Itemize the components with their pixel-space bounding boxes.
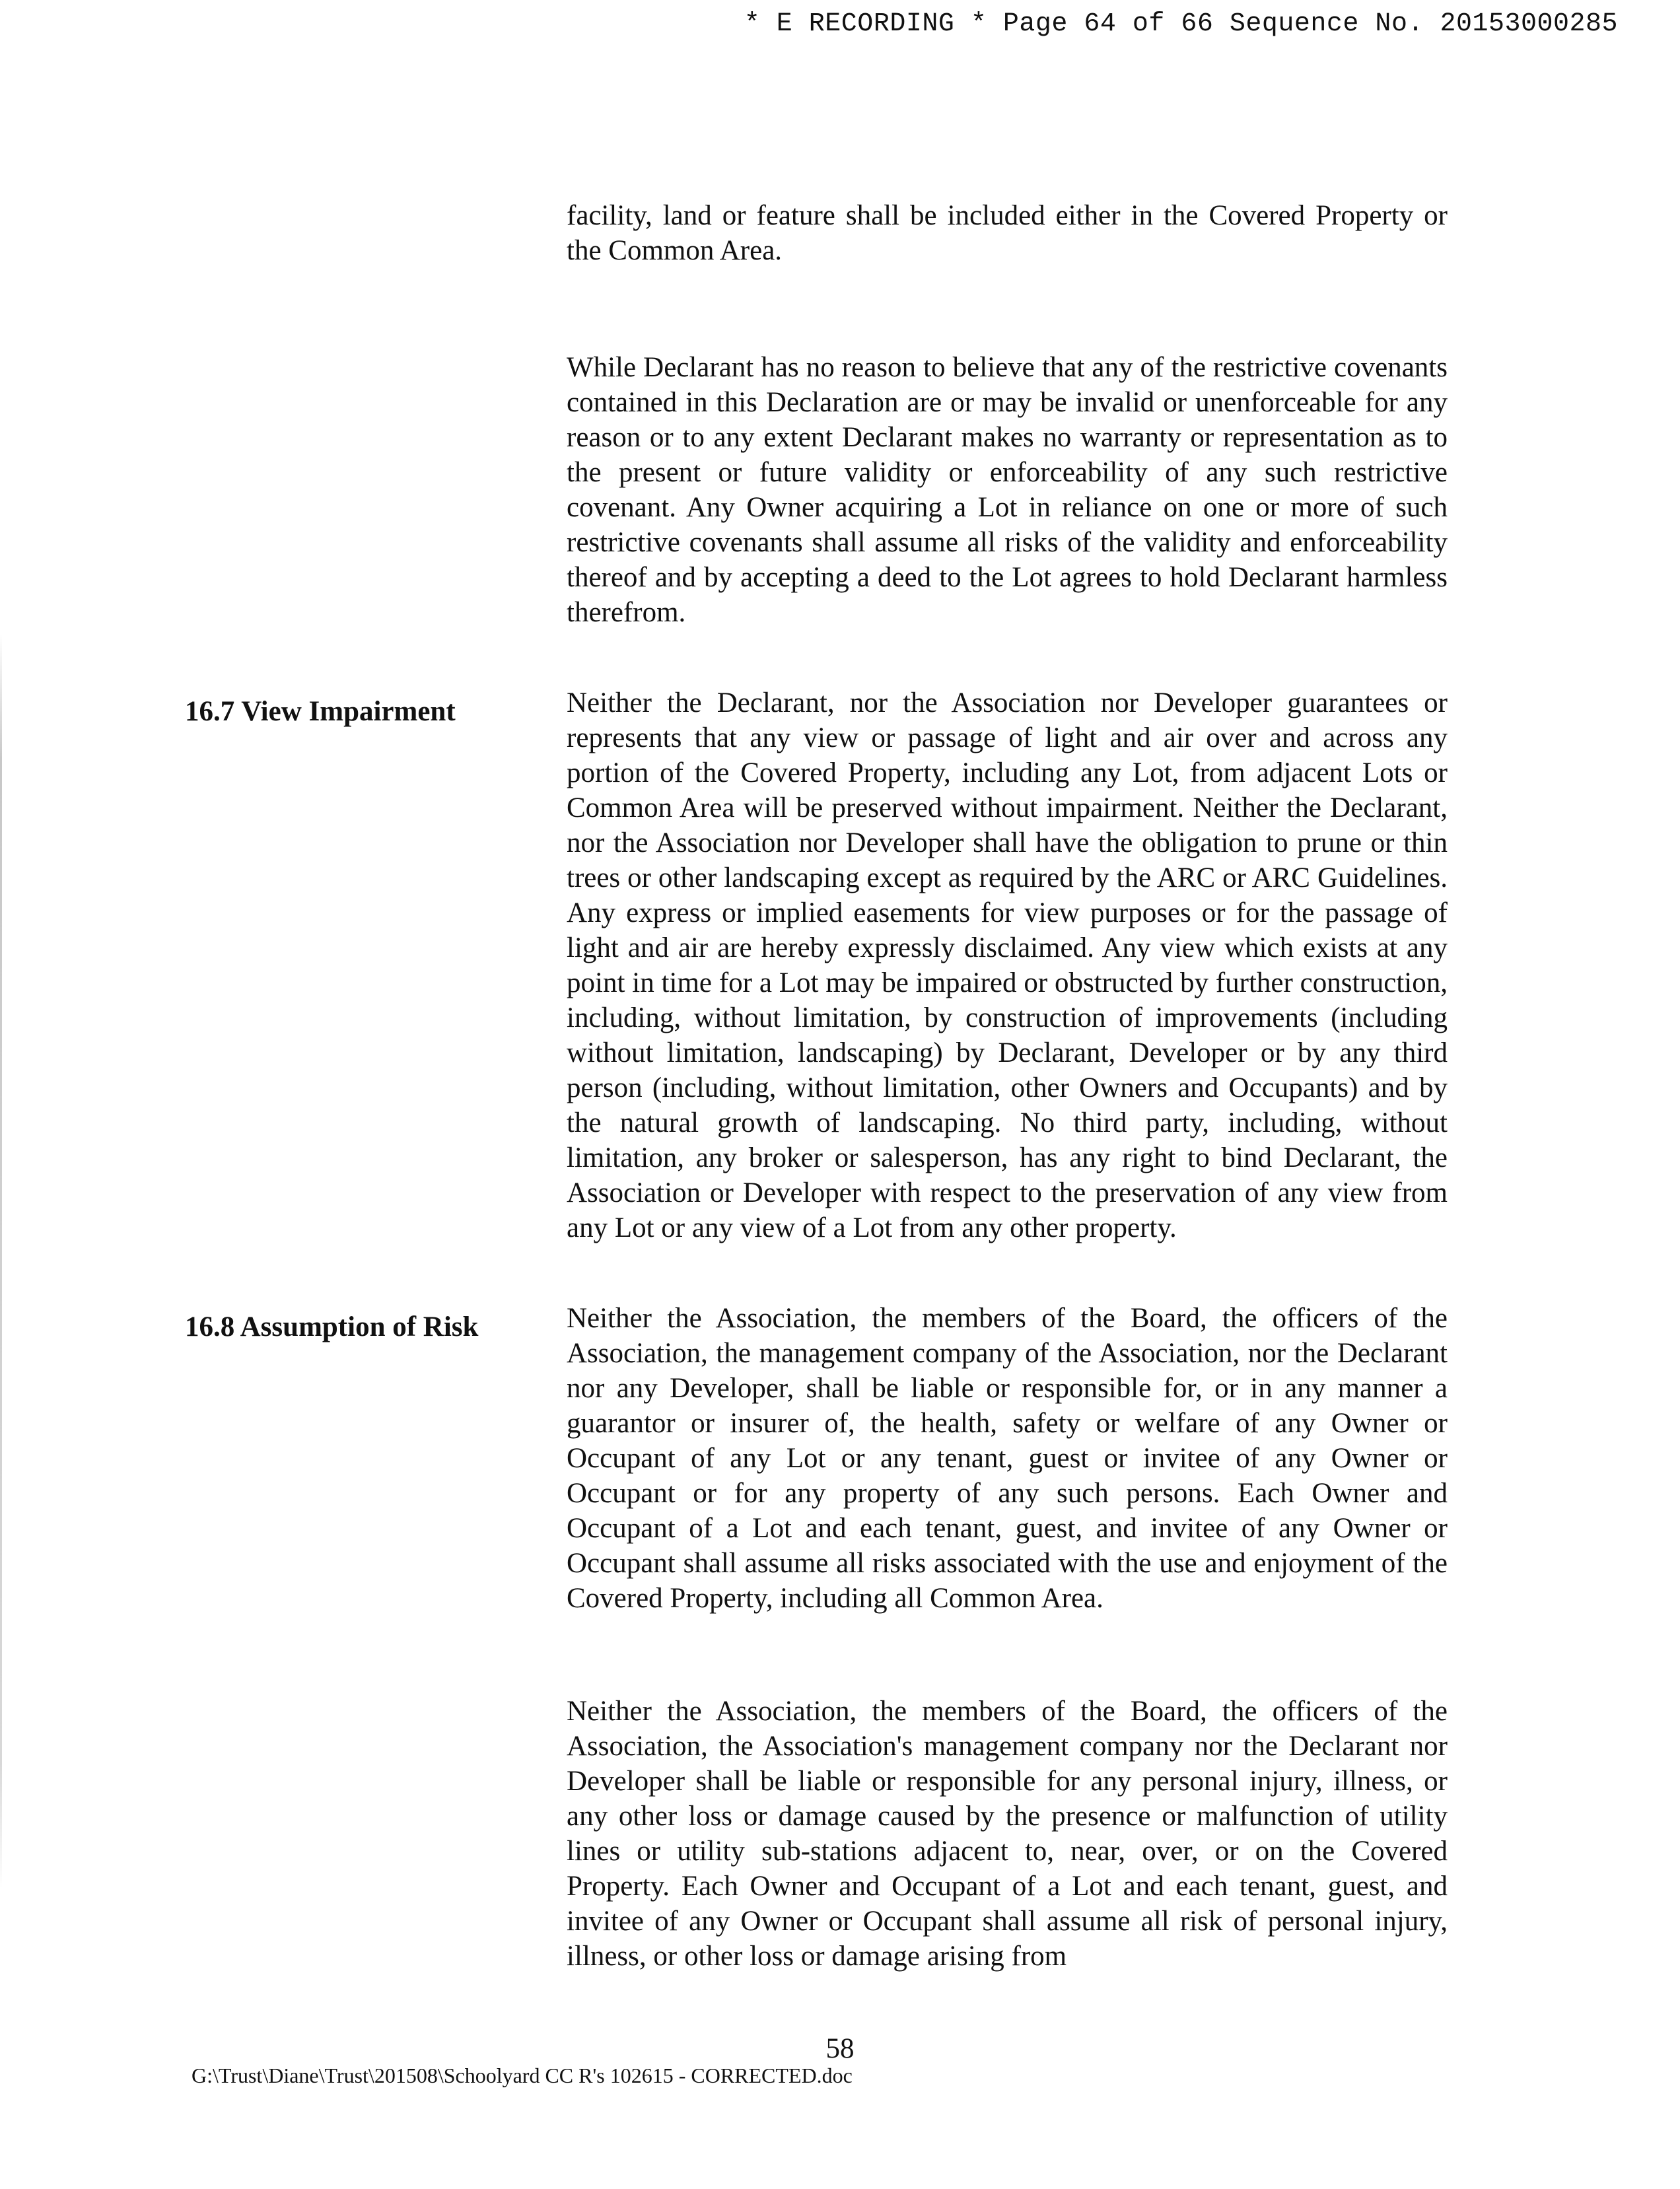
- section-text-view-impairment: Neither the Declarant, nor the Association nor Developer guarantees or represents that any view or passage of light and air over and across any portion of the Covered Property, including any Lot, from adjacent Lots or Common Area will be preserved without impairment. Neither the Declarant, nor the Association nor Developer shall have the obligation to prune or thin trees or other landscaping except as required by the ARC or ARC Guidelines. Any express or implied easements for view purposes or for the passage of light and air are hereby expressly disclaimed. Any view which exists at any point in time for a Lot may be impaired or obstructed by further construction, including, without limitation, by construction of improvements (including without limitation, landscaping) by Declarant, Developer or by any third person (including, without limitation, other Owners and Occupants) and by the natural growth of landscaping. No third party, including, without limitation, any broker or salesperson, has any right to bind Declarant, the Association or Developer with respect to the preservation of any view from any Lot or any view of a Lot from any other property.: [567, 687, 1448, 1243]
- section-heading-assumption-of-risk: 16.8 Assumption of Risk: [185, 1311, 479, 1342]
- recording-stamp: * E RECORDING * Page 64 of 66 Sequence No. 20153000285: [744, 9, 1618, 39]
- section-text-assumption-of-risk: Neither the Association, the members of the Board, the officers of the Association, the management company of the Association, nor the Declarant nor any Developer, shall be liable or responsible for, or in any manner a guarantor or insurer of, the health, safety or welfare of any Owner or Occupant of any Lot or any tenant, guest or invitee of any Owner or Occupant or for any property of any such persons. Each Owner and Occupant of a Lot and each tenant, guest, and invitee of any Owner or Occupant shall assume all risks associated with the use and enjoyment of the Covered Property, including all Common Area.: [567, 1303, 1448, 1614]
- continuation-paragraph: facility, land or feature shall be included either in the Covered Property or the Common Area.: [567, 200, 1448, 266]
- validity-paragraph: While Declarant has no reason to believe that any of the restrictive covenants contained in this Declaration are or may be invalid or unenforceable for any reason or to any extent Declarant makes no warranty or representation as to the present or future validity or enforceability of any such restrictive covenant. Any Owner acquiring a Lot in reliance on one or more of such restrictive covenants shall assume all risks of the validity and enforceability thereof and by accepting a deed to the Lot agrees to hold Declarant harmless therefrom.: [567, 352, 1448, 628]
- section-heading-view-impairment: 16.7 View Impairment: [185, 696, 456, 727]
- utility-paragraph: Neither the Association, the members of the Board, the officers of the Association, the Association's management company nor the Declarant nor Developer shall be liable or responsible for any personal injury, illness, or any other loss or damage caused by the presence or malfunction of utility lines or utility sub-stations adjacent to, near, over, or on the Covered Property. Each Owner and Occupant of a Lot and each tenant, guest, and invitee of any Owner or Occupant shall assume all risk of personal injury, illness, or other loss or damage arising from: [567, 1696, 1448, 1972]
- page-number: 58: [825, 2033, 855, 2064]
- file-path: G:\Trust\Diane\Trust\201508\Schoolyard CC R's 102615 - CORRECTED.doc: [192, 2064, 853, 2087]
- scan-edge-shadow: [0, 634, 2, 1889]
